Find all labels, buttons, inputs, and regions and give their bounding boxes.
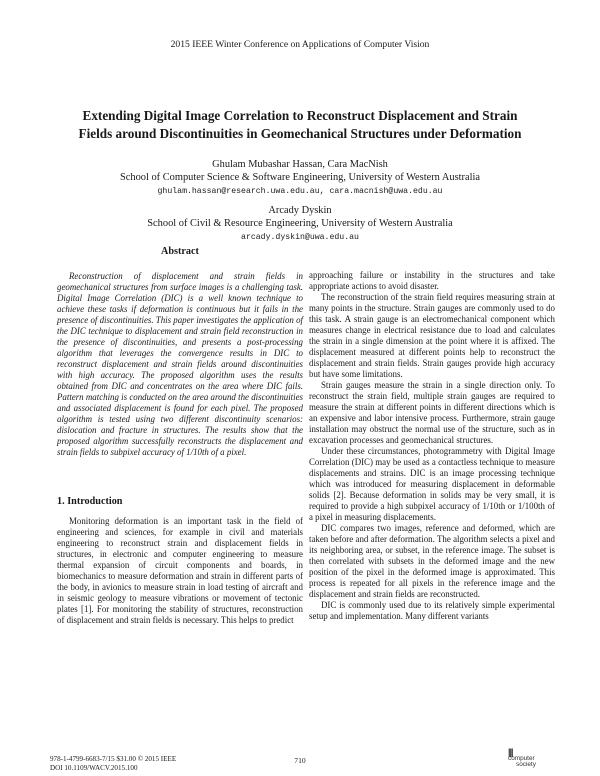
right-paragraph-1: The reconstruction of the strain field requires measuring strain at many points in the structure. Strain gauges are commonly used to do this task. A strain gauge is an electromechanical component which measures change in electrical resistance due to load and calculates the strain in a single dimension at the point where it is affixed. The displacement measured at different points help to reconstruct the displacement and strain fields. Strain gauges provide high accuracy but have some limitations. [309, 292, 555, 380]
abstract-heading: Abstract [161, 246, 199, 257]
affiliation-2: School of Civil & Resource Engineering, University of Western Australia [147, 218, 453, 229]
abstract-text: Reconstruction of displacement and strain fields in geomechanical structures from surface images is a challenging task. Digital Image Correlation (DIC) is a well known technique to achieve these tasks if deformation is continuous but it fails in the presence of discontinuities. This paper investigates the application of the DIC technique to displacement and strain field reconstruction in the presence of discontinuities, and presents a post-processing algorithm that leverages the convergence results in DIC to reconstruct displacement and strain fields around discontinuities with high accuracy. The proposed algorithm uses the results obtained from DIC and concentrates on the area where DIC fails. Pattern matching is conducted on the area around the discontinuities and associated displacement is found for each pixel. The proposed algorithm is tested using two different discontinuity scenarios: dislocation and fracture in structures. The results show that the proposed algorithm successfully reconstructs the displacement and strain fields to subpixel accuracy of 1/10th of a pixel. [57, 271, 303, 458]
conference-header: 2015 IEEE Winter Conference on Applications of Computer Vision [170, 39, 430, 50]
authors-2: Arcady Dyskin [268, 205, 332, 216]
authors-1: Ghulam Mubashar Hassan, Cara MacNish [212, 159, 388, 170]
intro-paragraph-1: Monitoring deformation is an important task in the field of engineering and sciences, for example in civil and materials engineering to reconstruct strain and displacement fields in structures, in electronic and computer engineering to measure thermal expansion of circuit components and boards, in biomechanics to measure deformation and strain in different parts of the body, in avionics to measure strain in load testing of aircraft and in seismic geology to measure vibrations or movement of tectonic plates [1]. For monitoring the stability of structures, reconstruction of displacement and strain fields is necessary. This helps to predict [57, 516, 303, 626]
introduction-heading: 1. Introduction [57, 496, 123, 508]
affiliation-1: School of Computer Science & Software Engineering, University of Western Australia [120, 172, 480, 183]
right-paragraph-0: approaching failure or instability in the structures and take appropriate actions to avoid disaster. [309, 270, 555, 292]
email-2: arcady.dyskin@uwa.edu.au [241, 233, 359, 242]
doi-line: DOI 10.1109/WACV.2015.100 [50, 764, 138, 772]
logo-text-computer: computer [508, 755, 535, 762]
author-block [0, 158, 600, 245]
right-paragraph-5: DIC is commonly used due to its relatively simple experimental setup and implementation. Many different variants [309, 600, 555, 622]
isbn-line: 978-1-4799-6683-7/15 $31.00 © 2015 IEEE [50, 755, 177, 763]
ieee-cs-mark-icon: ||| [508, 747, 513, 757]
right-paragraph-3: Under these circumstances, photogrammetry with Digital Image Correlation (DIC) may be used as a contactless technique to measure displacements and strains. DIC is an image processing technique which was introduced for measuring displacement in deformable solids [2]. Because deformation in solids may be very small, it is required to provide a high subpixel accuracy of 1/10th or 1/100th of a pixel in measuring displacements. [309, 446, 555, 523]
right-column [309, 270, 555, 623]
page-number: 710 [294, 756, 306, 765]
paper-title [40, 107, 560, 142]
right-paragraph-2: Strain gauges measure the strain in a single direction only. To reconstruct the strain field, multiple strain gauges are required to measure the strain at different points in different directions which is an expensive and labor intensive process. Furthermore, strain gauge installation may obstruct the normal use of the structure, such as in excavation processes and geomechanical structures. [309, 380, 555, 446]
logo-text-society: society [516, 761, 536, 768]
title-line-2: Fields around Discontinuities in Geomechanical Structures under Deformation [78, 125, 522, 141]
left-column [57, 244, 303, 626]
email-1: ghulam.hassan@research.uwa.edu.au, cara.macnish@uwa.edu.au [157, 187, 443, 196]
computer-society-logo [502, 747, 550, 769]
right-paragraph-4: DIC compares two images, reference and deformed, which are taken before and after deformation. The algorithm selects a pixel and its neighboring area, or subset, in the reference image. The subset is then correlated with subsets in the deformed image and the new position of the pixel in the deformed image is approximated. This process is repeated for all pixels in the reference image and the displacement and strain fields are reconstructed. [309, 523, 555, 600]
title-line-1: Extending Digital Image Correlation to Reconstruct Displacement and Strain [82, 108, 518, 123]
